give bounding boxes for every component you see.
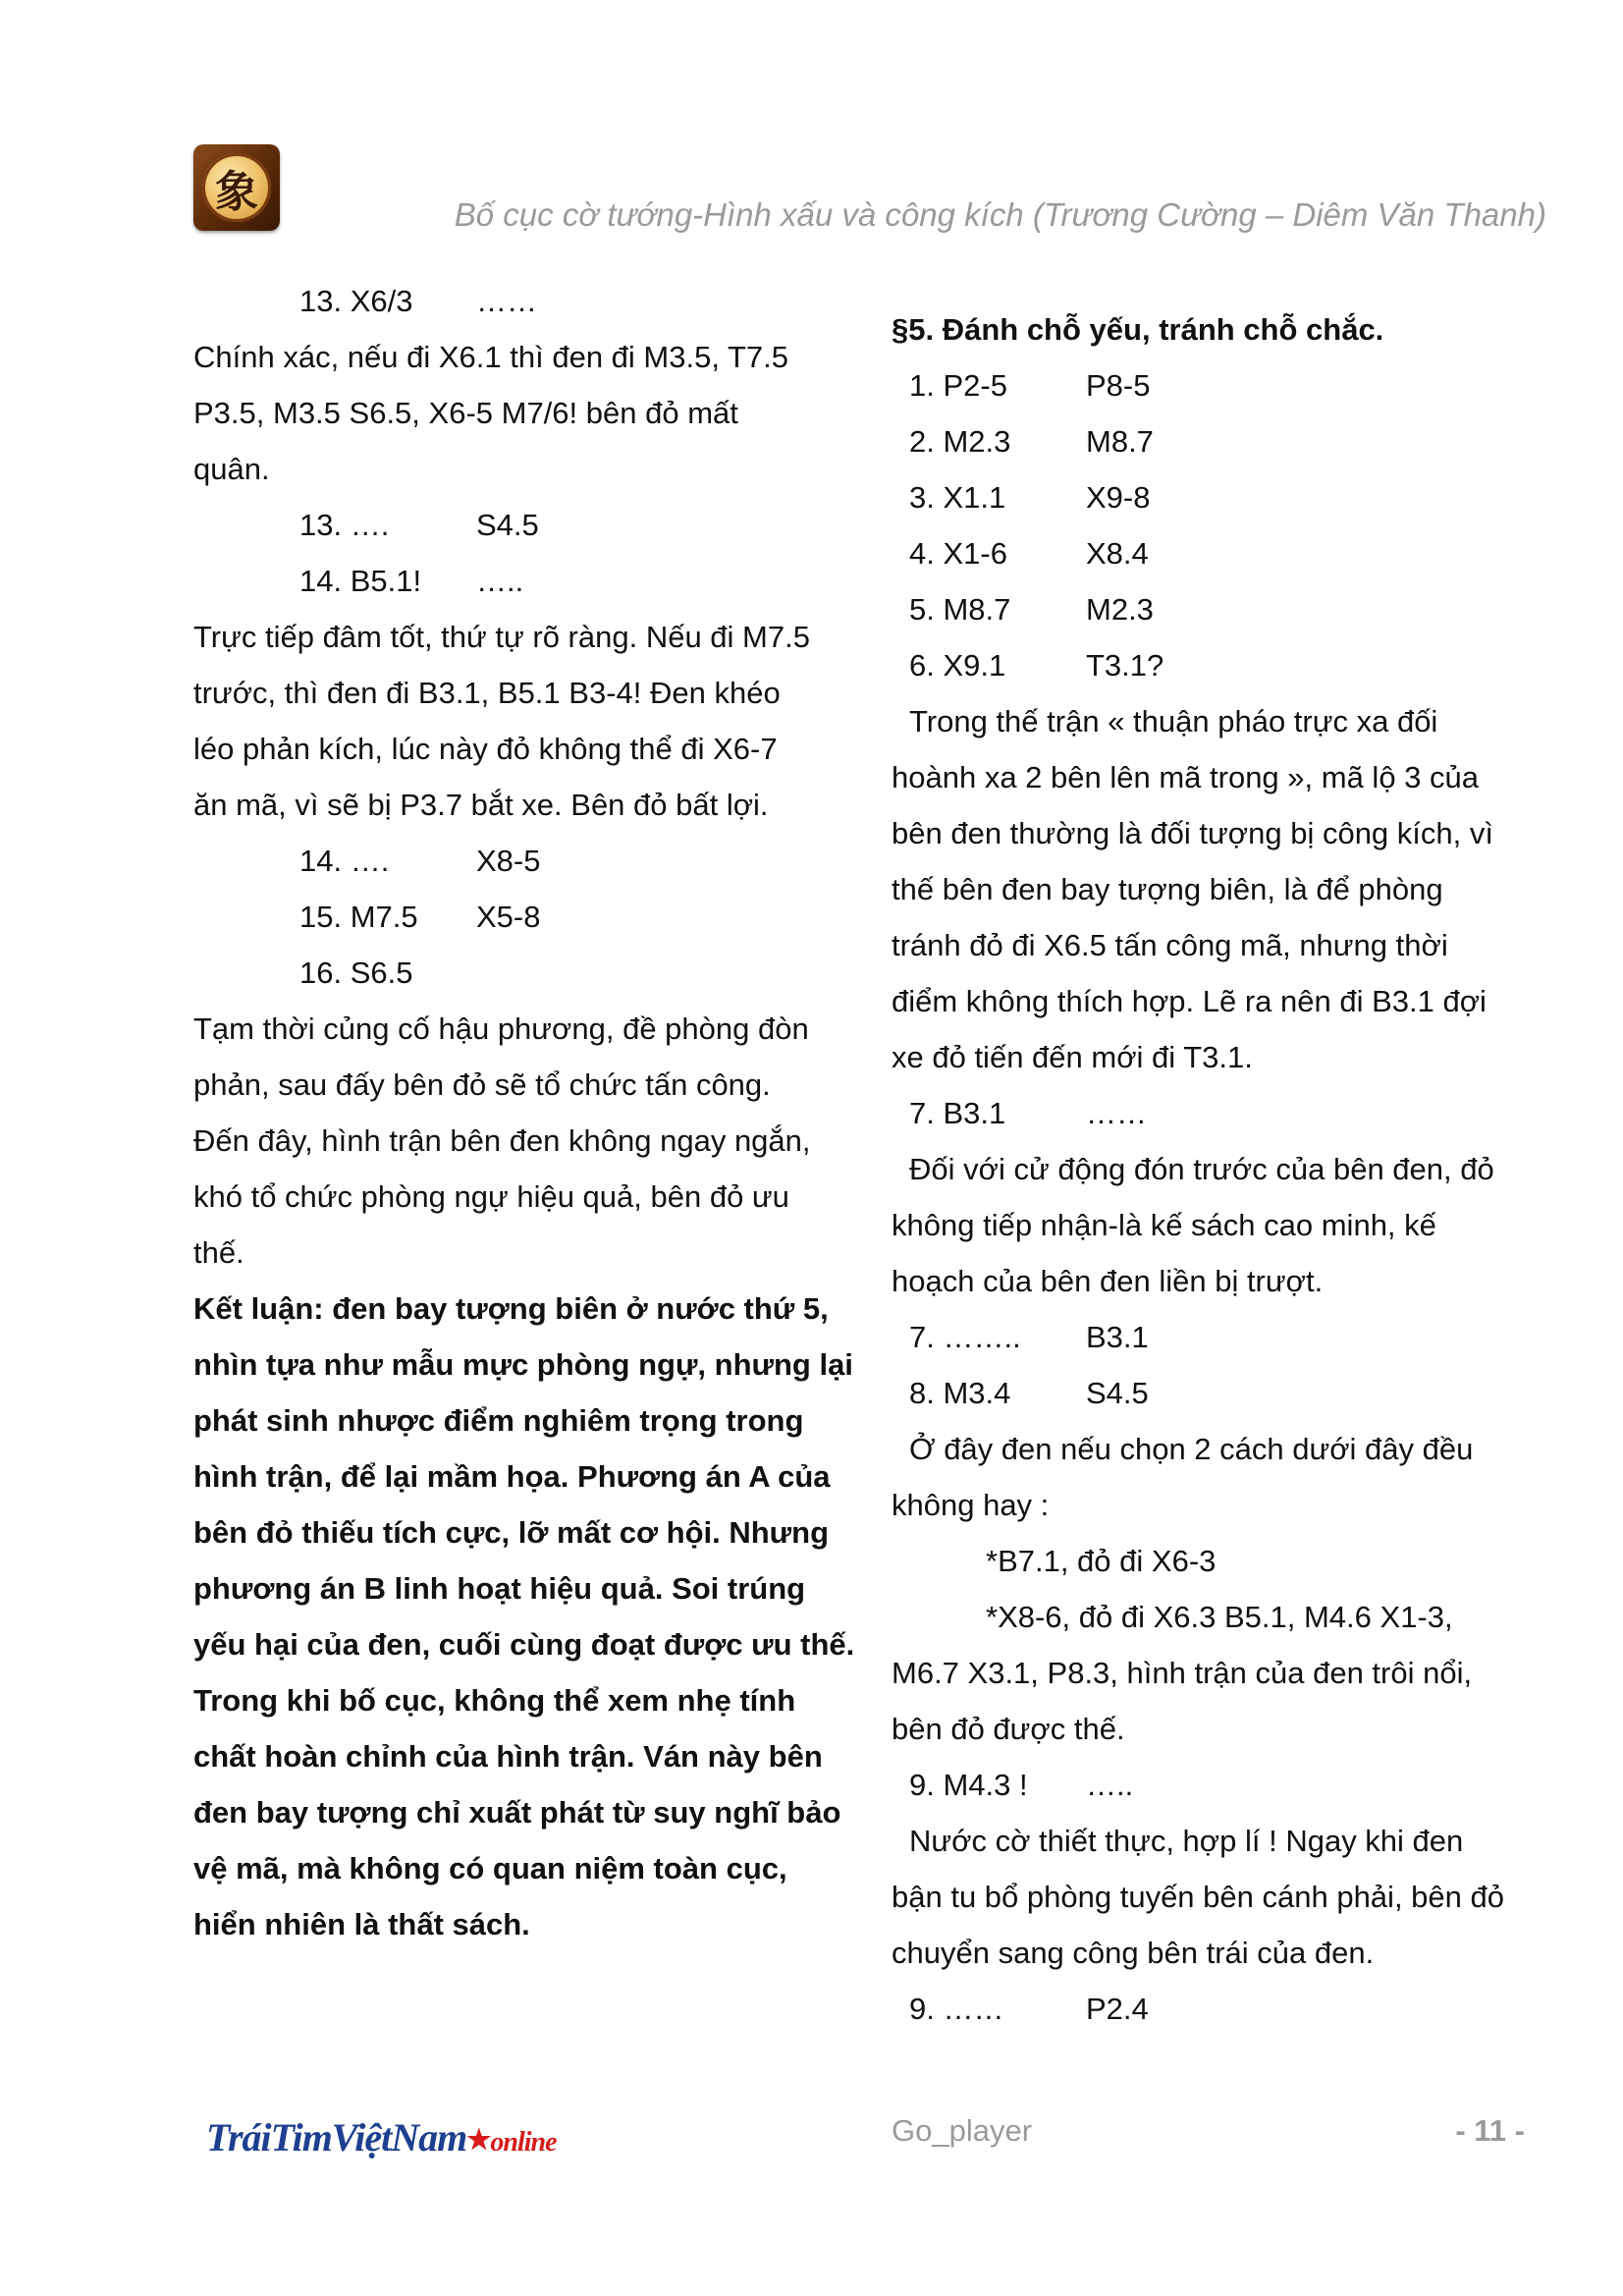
page-header-title: Bố cục cờ tướng-Hình xấu và công kích (Trương Cường – Diêm Văn Thanh) [454,196,1546,233]
text-line: bận tu bổ phòng tuyến bên cánh phải, bên đỏ [892,1880,1504,1914]
text-line: quân. [193,452,270,486]
conclusion-line: Kết luận: đen bay tượng biên ở nước thứ 5, [193,1291,829,1326]
text-line: léo phản kích, lúc này đỏ không thể đi X6-7 [193,732,778,766]
conclusion-line: vệ mã, mà không có quan niệm toàn cục, [193,1851,787,1886]
move-line: 6. X9.1 T3.1? [909,648,1164,683]
left-column [193,273,861,1952]
move-line: 4. X1-6 X8.4 [909,536,1149,571]
move-line: 13. X6/3 …… [299,284,537,318]
option-line: *X8-6, đỏ đi X6.3 B5.1, M4.6 X1-3, [986,1600,1453,1634]
text-line: Trong thế trận « thuận pháo trực xa đối [909,704,1438,738]
move-line: 3. X1.1 X9-8 [909,480,1151,515]
text-line: hoành xa 2 bên lên mã trong », mã lộ 3 của [892,760,1480,794]
page-number: - 11 - [1455,2113,1525,2148]
app-logo [193,144,280,231]
footer-author: Go_player [892,2113,1033,2148]
move-line: 5. M8.7 M2.3 [909,592,1154,627]
move-line: 15. M7.5 X5-8 [299,900,541,934]
conclusion-line: bên đỏ thiếu tích cực, lỡ mất cơ hội. Nhưng [193,1515,830,1550]
section-heading: §5. Đánh chỗ yếu, tránh chỗ chắc. [892,312,1384,347]
text-line: Ở đây đen nếu chọn 2 cách dưới đây đều [909,1432,1474,1466]
move-line: 13. …. S4.5 [299,508,539,542]
text-line: trước, thì đen đi B3.1, B5.1 B3-4! Đen khéo [193,676,781,710]
conclusion-line: phát sinh nhược điểm nghiêm trọng trong [193,1403,804,1438]
move-line: 8. M3.4 S4.5 [909,1376,1149,1410]
text-line: khó tổ chức phòng ngự hiệu quả, bên đỏ ưu [193,1179,789,1214]
text-line: thế bên đen bay tượng biên, là để phòng [892,872,1443,906]
star-icon: ★ [466,2125,491,2156]
right-column [892,301,1559,2037]
text-line: bên đỏ được thế. [892,1712,1125,1746]
text-line: thế. [193,1235,244,1270]
text-line: Trực tiếp đâm tốt, thứ tự rõ ràng. Nếu đi M7.5 [193,620,810,654]
text-line: chuyển sang công bên trái của đen. [892,1936,1375,1970]
text-line: bên đen thường là đối tượng bị công kích, vì [892,816,1493,850]
text-line: Nước cờ thiết thực, hợp lí ! Ngay khi đen [909,1824,1464,1858]
move-line: 16. S6.5 [299,956,413,990]
text-line: hoạch của bên đen liền bị trượt. [892,1264,1324,1298]
conclusion-line: yếu hại của đen, cuối cùng đoạt được ưu thế. [193,1627,855,1662]
conclusion-line: chất hoàn chỉnh của hình trận. Ván này bên [193,1739,823,1774]
text-line: P3.5, M3.5 S6.5, X6-5 M7/6! bên đỏ mất [193,396,738,430]
conclusion-line: hiển nhiên là thất sách. [193,1907,530,1941]
text-line: ăn mã, vì sẽ bị P3.7 bắt xe. Bên đỏ bất lợi. [193,788,769,822]
move-line: 1. P2-5 P8-5 [909,368,1151,403]
conclusion-line: đen bay tượng chỉ xuất phát từ suy nghĩ bảo [193,1795,841,1830]
text-line: phản, sau đấy bên đỏ sẽ tổ chức tấn công. [193,1067,771,1102]
text-line: điểm không thích hợp. Lẽ ra nên đi B3.1 đợi [892,984,1487,1018]
xiangqi-piece-icon: 象 [202,153,271,222]
text-line: Tạm thời củng cố hậu phương, đề phòng đòn [193,1011,809,1046]
conclusion-line: hình trận, để lại mầm họa. Phương án A của [193,1459,831,1494]
text-line: M6.7 X3.1, P8.3, hình trận của đen trôi nổi, [892,1656,1473,1690]
text-line: Đến đây, hình trận bên đen không ngay ngắn, [193,1123,811,1158]
text-line: xe đỏ tiến đến mới đi T3.1. [892,1040,1253,1074]
footer-brand-logo: TráiTimViệtNam★online [206,2115,557,2159]
conclusion-line: phương án B linh hoạt hiệu quả. Soi trúng [193,1571,806,1606]
text-line: Đối với cử động đón trước của bên đen, đỏ [909,1152,1494,1186]
move-line: 9. M4.3 ! ….. [909,1768,1134,1802]
text-line: Chính xác, nếu đi X6.1 thì đen đi M3.5, T7.5 [193,340,789,374]
option-line: *B7.1, đỏ đi X6-3 [986,1544,1217,1578]
move-line: 9. …… P2.4 [909,1992,1149,2026]
move-line: 14. B5.1! ….. [299,564,524,598]
move-line: 14. …. X8-5 [299,844,541,878]
text-line: không tiếp nhận-là kế sách cao minh, kế [892,1208,1436,1242]
conclusion-line: Trong khi bố cục, không thể xem nhẹ tính [193,1683,796,1718]
move-line: 7. …….. B3.1 [909,1320,1149,1354]
move-line: 7. B3.1 …… [909,1096,1147,1130]
move-line: 2. M2.3 M8.7 [909,424,1154,459]
text-line: tránh đỏ đi X6.5 tấn công mã, nhưng thời [892,928,1448,962]
text-line: không hay : [892,1488,1050,1522]
conclusion-line: nhìn tựa như mẫu mực phòng ngự, nhưng lại [193,1347,853,1382]
